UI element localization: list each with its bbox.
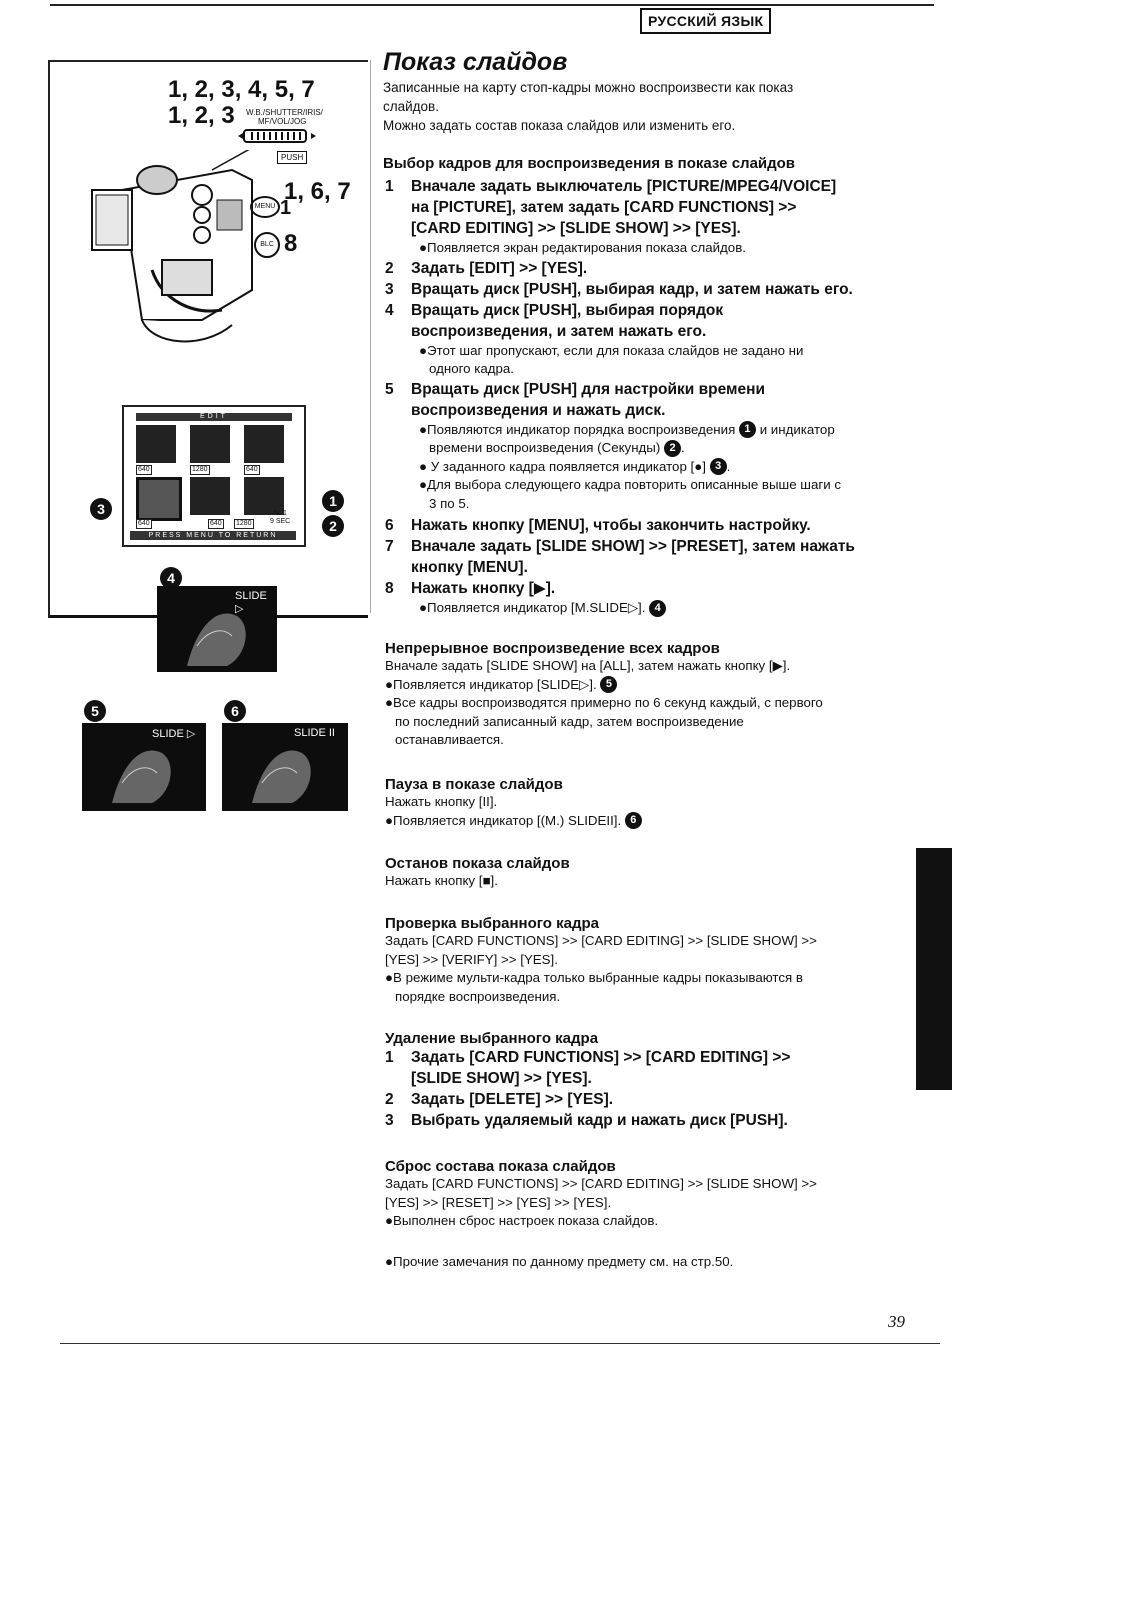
delete-step-2-number: 2 — [385, 1091, 394, 1108]
pause-note-1 — [385, 812, 905, 831]
step-6-text: Нажать кнопку [MENU], чтобы закончить настройку. — [411, 517, 811, 534]
menu-step-ref: 1 — [280, 197, 292, 219]
section-pause — [385, 776, 905, 830]
step-3-text: Вращать диск [PUSH], выбирая кадр, и затем нажать его. — [411, 280, 853, 298]
step-refs-second: 1, 2, 3 — [168, 102, 235, 129]
step-5-line-2: воспроизведения и нажать диск. — [411, 401, 666, 419]
continuous-note-2-line-3: останавливается. — [395, 732, 504, 747]
thumbnail-1 — [136, 425, 176, 463]
section-verify — [385, 915, 905, 1006]
step-4-line-2: воспроизведения, и затем нажать его. — [411, 322, 707, 340]
step-8-note-text: ●Появляется индикатор [M.SLIDE▷]. — [419, 600, 646, 615]
page-title: Показ слайдов — [383, 48, 568, 76]
step-1 — [385, 176, 905, 239]
section-delete — [385, 1030, 905, 1131]
marker-5: 5 — [84, 700, 106, 722]
step-6 — [385, 515, 905, 536]
step-4-note-line-1: ●Этот шаг пропускают, если для показа слайдов не задано ни — [419, 342, 804, 358]
intro — [383, 78, 903, 135]
slide-indicator-6: SLIDE II — [294, 727, 335, 739]
step-1-number: 1 — [385, 178, 394, 195]
step-5-number: 5 — [385, 380, 394, 398]
step-5-notes — [385, 421, 905, 514]
label-wb: W.B./SHUTTER/IRIS/ — [246, 108, 323, 117]
page-number: 39 — [888, 1312, 905, 1331]
reset-note: ●Выполнен сброс настроек показа слайдов. — [385, 1213, 659, 1228]
heading-delete: Удаление выбранного кадра — [385, 1030, 599, 1047]
heading-stop: Останов показа слайдов — [385, 855, 570, 872]
step-5-note-1-tail: и индикатор — [759, 421, 835, 437]
verify-note-line-2: порядке воспроизведения. — [395, 988, 561, 1004]
slide-image-5 — [82, 723, 206, 811]
step-5-note-3-line-1: ●Для выбора следующего кадра повторить описанные выше шаги с — [419, 477, 841, 492]
edit-screen-footer: PRESS MENU TO RETURN — [130, 531, 296, 540]
marker-1: 1 — [322, 490, 344, 512]
heading-reset: Сброс состава показа слайдов — [385, 1158, 616, 1175]
slide-indicator-4: SLIDE ▷ — [235, 590, 267, 615]
size-tag-5: 640 — [210, 520, 222, 527]
heading-pause: Пауза в показе слайдов — [385, 776, 563, 793]
step-1-line-2: на [PICTURE], затем задать [CARD FUNCTIONS] >> — [411, 199, 797, 216]
continuous-note-2-line-1: ●Все кадры воспроизводятся примерно по 6 секунд каждый, с первого — [385, 695, 823, 710]
delete-step-1-number: 1 — [385, 1049, 394, 1066]
step-4-note — [385, 342, 905, 379]
step-4-line-1: Вращать диск [PUSH], выбирая порядок — [411, 301, 724, 319]
badge-2: 2 — [664, 440, 681, 457]
thumbnail-5 — [190, 477, 230, 515]
verify-line-2: [YES] >> [VERIFY] >> [YES]. — [385, 951, 558, 967]
step-4-note-line-2: одного кадра. — [429, 361, 514, 376]
thumbnail-2 — [190, 425, 230, 463]
step-5-note-1 — [419, 421, 905, 440]
badge-1: 1 — [739, 421, 756, 438]
continuous-line-1: Вначале задать [SLIDE SHOW] на [ALL], затем нажать кнопку [▶]. — [385, 658, 791, 673]
thumbnail-selected — [136, 477, 182, 521]
step-5-note-1-cont: времени воспроизведения (Секунды) 2 . — [429, 440, 685, 455]
delete-step-1-line-1: Задать [CARD FUNCTIONS] >> [CARD EDITING] >> — [411, 1049, 791, 1066]
heading-continuous: Непрерывное воспроизведение всех кадров — [385, 640, 720, 657]
step-5-line-1: Вращать диск [PUSH] для настройки времени — [411, 380, 766, 398]
edit-screen-illustration — [122, 405, 306, 547]
step-5-note-2-text: ● У заданного кадра появляется индикатор [●] — [419, 458, 706, 474]
slide-image-6 — [222, 723, 348, 811]
column-divider — [370, 60, 371, 613]
step-4 — [385, 300, 905, 342]
step-7-line-1: Вначале задать [SLIDE SHOW] >> [PRESET], затем нажать — [411, 538, 855, 555]
section-reset — [385, 1158, 905, 1231]
continuous-note-1 — [385, 676, 905, 695]
language-tab: РУССКИЙ ЯЗЫК — [640, 8, 771, 34]
menu-button: MENU — [250, 196, 280, 218]
step-7-line-2: кнопку [MENU]. — [411, 559, 528, 576]
select-steps — [385, 176, 905, 618]
step-2-text: Задать [EDIT] >> [YES]. — [411, 259, 588, 277]
step-6-number: 6 — [385, 517, 394, 534]
footer-note: ●Прочие замечания по данному предмету см. на стр.50. — [385, 1254, 734, 1269]
delete-step-2 — [385, 1089, 905, 1110]
delete-step-2-text: Задать [DELETE] >> [YES]. — [411, 1091, 614, 1108]
label-mf: MF/VOL/JOG — [258, 117, 307, 126]
delete-step-3-text: Выбрать удаляемый кадр и нажать диск [PUSH]. — [411, 1112, 788, 1129]
intro-line-1: Записанные на карту стоп-кадры можно воспроизвести как показ — [383, 80, 794, 95]
size-tag-6: 1280 — [236, 520, 252, 527]
step-refs-top: 1, 2, 3, 4, 5, 7 — [168, 76, 315, 103]
order-counter: N: 1 — [274, 510, 287, 517]
badge-3: 3 — [710, 458, 727, 475]
size-tag-3: 640 — [246, 466, 258, 473]
step-1-note: ●Появляется экран редактирования показа слайдов. — [419, 240, 746, 255]
step-7 — [385, 536, 905, 578]
slide-image-4 — [157, 586, 277, 672]
step-8-note — [385, 599, 905, 618]
marker-2: 2 — [322, 515, 344, 537]
step-8 — [385, 578, 905, 599]
marker-3: 3 — [90, 498, 112, 520]
verify-note-line-1: ●В режиме мульти-кадра только выбранные кадры показываются в — [385, 970, 803, 985]
heading-verify: Проверка выбранного кадра — [385, 915, 599, 932]
badge-4: 4 — [649, 600, 666, 617]
marker-6: 6 — [224, 700, 246, 722]
push-label: PUSH — [277, 151, 307, 164]
delete-step-1-line-2: [SLIDE SHOW] >> [YES]. — [411, 1070, 592, 1087]
step-1-line-1: Вначале задать выключатель [PICTURE/MPEG4/VOICE] — [411, 178, 837, 195]
intro-line-2: слайдов. — [383, 99, 439, 114]
step-refs-menu: 1, 6, 7 — [284, 178, 351, 205]
seconds-counter: 9 SEC — [270, 518, 291, 525]
delete-step-3 — [385, 1110, 905, 1131]
step-5-note-1-line-2: времени воспроизведения (Секунды) — [429, 440, 661, 455]
step-2 — [385, 258, 905, 279]
step-1-line-3: [CARD EDITING] >> [SLIDE SHOW] >> [YES]. — [411, 220, 741, 237]
size-tag-1: 640 — [138, 466, 150, 473]
step-3-number: 3 — [385, 280, 394, 298]
heading-select: Выбор кадров для воспроизведения в показе слайдов — [383, 155, 796, 172]
reset-line-1: Задать [CARD FUNCTIONS] >> [CARD EDITING] >> [SLIDE SHOW] >> — [385, 1176, 817, 1191]
step-5 — [385, 379, 905, 421]
reset-line-2: [YES] >> [RESET] >> [YES] >> [YES]. — [385, 1194, 612, 1210]
step-7-number: 7 — [385, 538, 394, 555]
footer-rule — [60, 1343, 940, 1344]
step-ref-8: 8 — [284, 230, 298, 257]
step-8-number: 8 — [385, 580, 394, 597]
delete-step-1 — [385, 1047, 905, 1089]
step-4-number: 4 — [385, 301, 394, 319]
section-continuous — [385, 640, 905, 750]
blc-button: BLC — [254, 232, 280, 258]
pause-line-1: Нажать кнопку [II]. — [385, 794, 498, 809]
pause-note-1-text: ●Появляется индикатор [(M.) SLIDEII]. — [385, 812, 622, 828]
verify-line-1: Задать [CARD FUNCTIONS] >> [CARD EDITING] >> [SLIDE SHOW] >> — [385, 933, 817, 948]
edit-screen-title: EDIT — [136, 413, 292, 421]
continuous-note-1-text: ●Появляется индикатор [SLIDE▷]. — [385, 676, 597, 692]
section-stop — [385, 855, 905, 891]
delete-step-3-number: 3 — [385, 1112, 394, 1129]
intro-line-3: Можно задать состав показа слайдов или изменить его. — [383, 118, 736, 133]
step-3 — [385, 279, 905, 300]
side-thumb-tab — [916, 848, 952, 1090]
step-2-number: 2 — [385, 259, 394, 277]
badge-5: 5 — [600, 676, 617, 693]
step-5-note-2: ● У заданного кадра появляется индикатор [●] 3 . — [419, 458, 731, 474]
step-5-note-1-text: ●Появляются индикатор порядка воспроизведения — [419, 421, 736, 437]
step-5-note-3-line-2: 3 по 5. — [429, 495, 470, 511]
stop-line-1: Нажать кнопку [■]. — [385, 873, 498, 888]
slide-indicator-5: SLIDE ▷ — [152, 728, 196, 740]
marker-4: 4 — [160, 567, 182, 589]
badge-6: 6 — [625, 812, 642, 829]
size-tag-2: 1280 — [192, 466, 208, 473]
thumbnail-3 — [244, 425, 284, 463]
size-tag-4: 640 — [138, 520, 150, 527]
header-rule — [50, 4, 934, 6]
continuous-note-2-line-2: по последний записанный кадр, затем воспроизведение — [395, 713, 744, 729]
step-8-text: Нажать кнопку [▶]. — [411, 580, 556, 597]
